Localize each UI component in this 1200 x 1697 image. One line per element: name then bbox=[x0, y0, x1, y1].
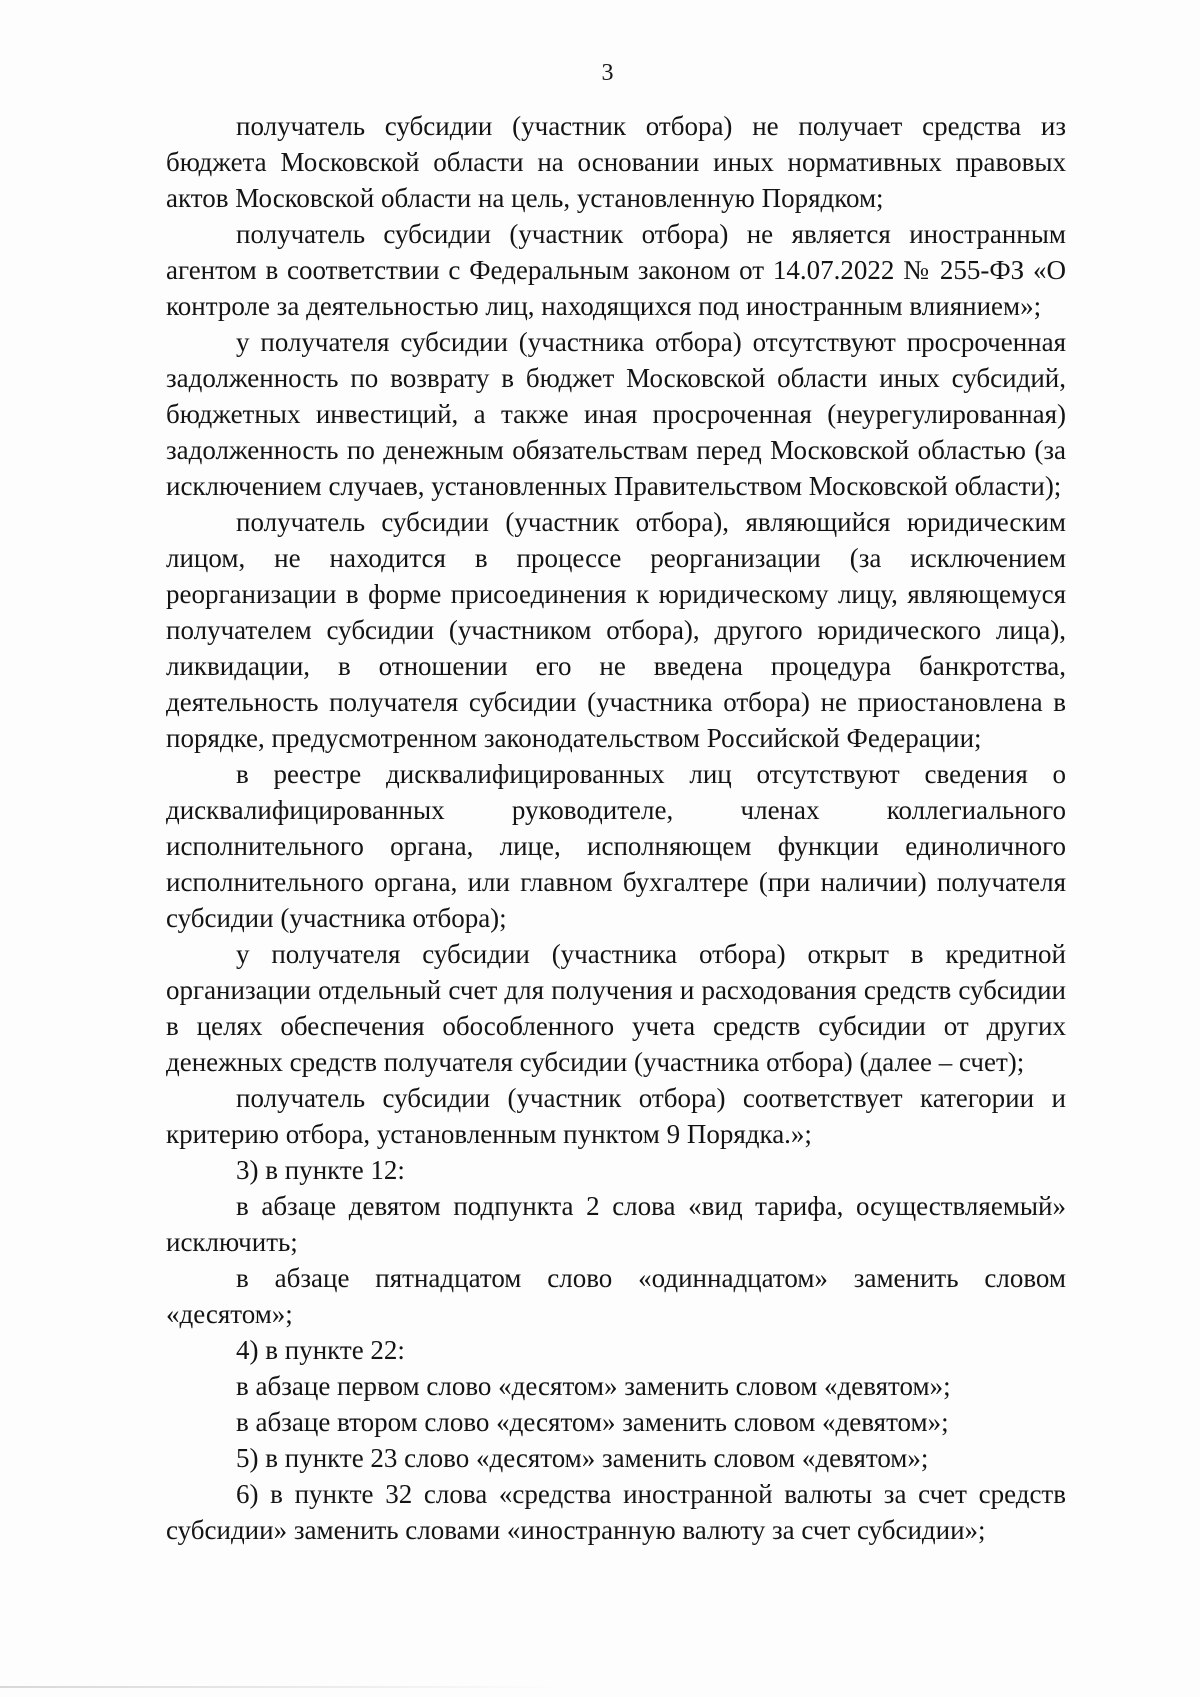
paragraph-category-criterion: получатель субсидии (участник отбора) соответствует категории и критерию отбора, установленным пунктом 9 Порядка.»; bbox=[166, 1083, 1066, 1149]
page-number: 3 bbox=[601, 60, 614, 86]
paragraph-item-4-heading: 4) в пункте 22: bbox=[236, 1335, 405, 1365]
paragraph-item-4-amendment-2: в абзаце втором слово «десятом» заменить словом «девятом»; bbox=[236, 1407, 949, 1437]
paragraph-item-6: 6) в пункте 32 слова «средства иностранной валюты за счет средств субсидии» заменить словами «иностранную валюту за счет субсидии»; bbox=[166, 1479, 1066, 1545]
document-body bbox=[166, 108, 1066, 1548]
paragraph-item-5: 5) в пункте 23 слово «десятом» заменить словом «девятом»; bbox=[236, 1443, 929, 1473]
paragraph-item-3-amendment-1: в абзаце девятом подпункта 2 слова «вид тарифа, осуществляемый» исключить; bbox=[166, 1191, 1066, 1257]
paragraph-no-overdue-debt: у получателя субсидии (участника отбора) отсутствуют просроченная задолженность по возврату в бюджет Московской области иных субсидий, бюджетных инвестиций, а также иная просроченная (неурегулированная) задолженность по денежным обязательствам перед Московской областью (за исключением случаев, установленных Правительством Московской области); bbox=[166, 327, 1066, 501]
paragraph-no-reorganization: получатель субсидии (участник отбора), являющийся юридическим лицом, не находится в процессе реорганизации (за исключением реорганизации в форме присоединения к юридическому лицу, являющемуся получателем субсидии (участником отбора), другого юридического лица), ликвидации, в отношении его не введена процедура банкротства, деятельность получателя субсидии (участника отбора) не приостановлена в порядке, предусмотренном законодательством Российской Федерации; bbox=[166, 507, 1066, 753]
paragraph-item-4-amendment-1: в абзаце первом слово «десятом» заменить словом «девятом»; bbox=[236, 1371, 951, 1401]
paragraph-item-3-amendment-2: в абзаце пятнадцатом слово «одиннадцатом» заменить словом «десятом»; bbox=[166, 1263, 1066, 1329]
paragraph-disqualified-registry: в реестре дисквалифицированных лиц отсутствуют сведения о дисквалифицированных руководителе, членах коллегиального исполнительного органа, лице, исполняющем функции единоличного исполнительного органа, или главном бухгалтере (при наличии) получателя субсидии (участника отбора); bbox=[166, 759, 1066, 933]
paragraph-item-3-heading: 3) в пункте 12: bbox=[236, 1155, 405, 1185]
paragraph-not-foreign-agent: получатель субсидии (участник отбора) не является иностранным агентом в соответствии с Федеральным законом от 14.07.2022 № 255-ФЗ «О контроле за деятельностью лиц, находящихся под иностранным влиянием»; bbox=[166, 219, 1066, 321]
scan-edge-artifact bbox=[0, 1686, 560, 1688]
paragraph-separate-account: у получателя субсидии (участника отбора) открыт в кредитной организации отдельный счет для получения и расходования средств субсидии в целях обеспечения обособленного учета средств субсидии от других денежных средств получателя субсидии (участника отбора) (далее – счет); bbox=[166, 939, 1066, 1077]
paragraph-no-budget-funds: получатель субсидии (участник отбора) не получает средства из бюджета Московской области на основании иных нормативных правовых актов Московской области на цель, установленную Порядком; bbox=[166, 111, 1066, 213]
